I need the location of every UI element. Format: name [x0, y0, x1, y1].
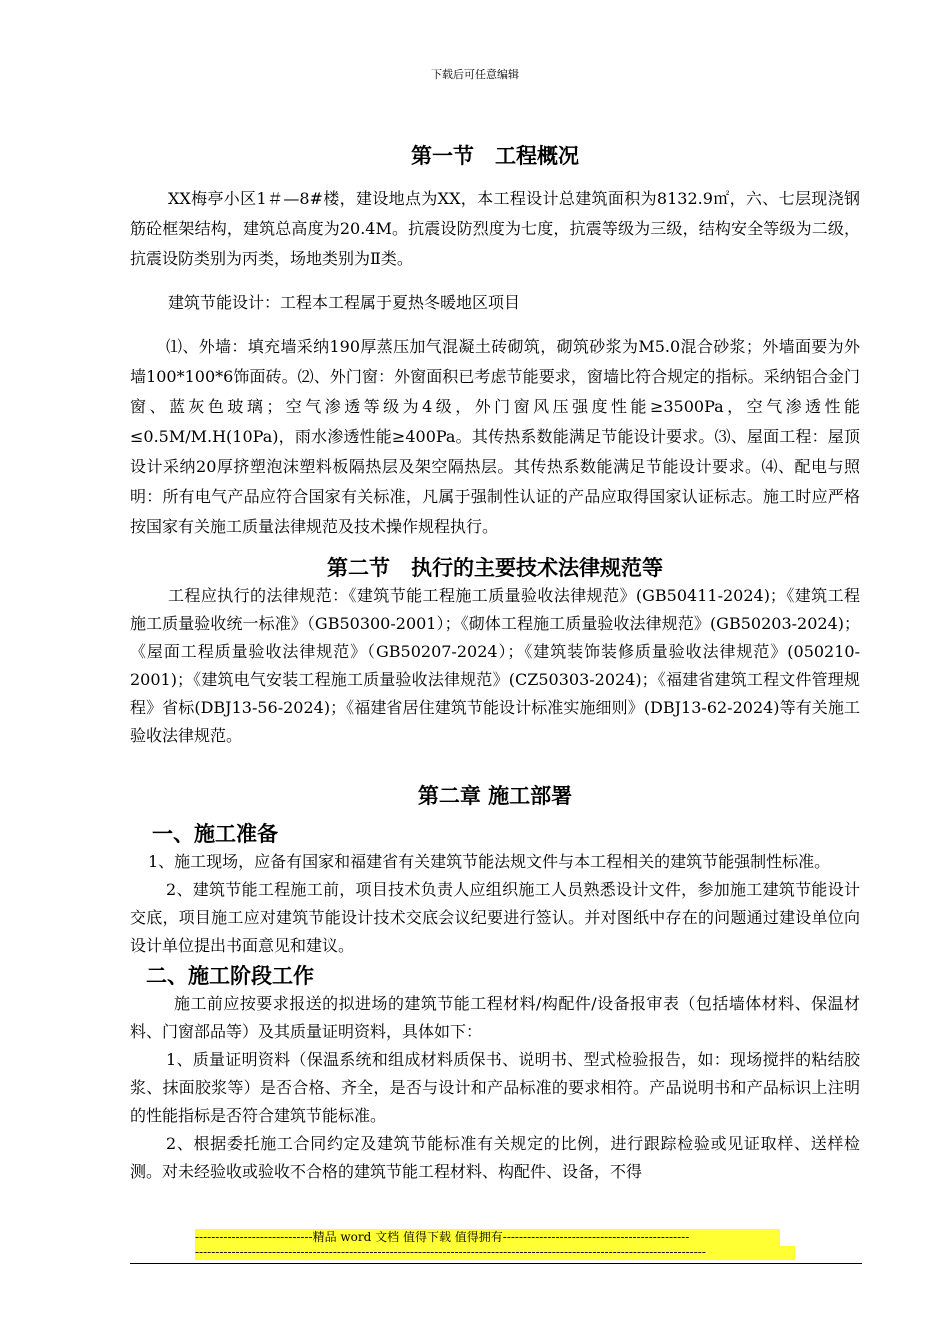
document-body [130, 140, 860, 1186]
section1-paragraph-2: 建筑节能设计：工程本工程属于夏热冬暖地区项目 [168, 293, 521, 312]
subsection2-paragraph-2: 1、质量证明资料（保温系统和组成材料质保书、说明书、型式检验报告，如：现场搅拌的粘结胶浆、抹面胶浆等）是否合格、齐全，是否与设计和产品标准的要求相符。产品说明书和产品标识上注明的性能指标是否符合建筑节能标准。 [130, 1050, 860, 1125]
chapter2-title: 第二章 施工部署 [417, 783, 573, 808]
footer-banner: -----------------------------精品 word 文档 值得下载 值得拥有---------------------------------------------- [195, 1229, 780, 1246]
section2-title: 第二节 执行的主要技术法律规范等 [327, 555, 663, 580]
subsection1-paragraph-2: 2、建筑节能工程施工前，项目技术负责人应组织施工人员熟悉设计文件，参加施工建筑节能设计交底，项目施工应对建筑节能设计技术交底会议纪要进行签认。并对图纸中存在的问题通过建设单位向设计单位提出书面意见和建议。 [130, 880, 860, 955]
footer-rule [130, 1263, 862, 1264]
subsection2-paragraph-1: 施工前应按要求报送的拟进场的建筑节能工程材料/构配件/设备报审表（包括墙体材料、保温材料、门窗部品等）及其质量证明资料，具体如下： [130, 994, 860, 1041]
section1-paragraph-3: ⑴、外墙：填充墙采纳190厚蒸压加气混凝土砖砌筑，砌筑砂浆为M5.0混合砂浆；外墙面要为外墙100*100*6饰面砖。⑵、外门窗：外窗面积已考虑节能要求，窗墙比符合规定的指标。采纳铝合金门窗、蓝灰色玻璃；空气渗透等级为4级，外门窗风压强度性能≥3500Pa，空气渗透性能≤0.5M/M.H(10Pa)，雨水渗透性能≥400Pa。其传热系数能满足节能设计要求。⑶、屋面工程：屋顶设计采纳20厚挤塑泡沫塑料板隔热层及架空隔热层。其传热系数能满足节能设计要求。⑷、配电与照明：所有电气产品应符合国家有关标准，凡属于强制性认证的产品应取得国家认证标志。施工时应严格按国家有关施工质量法律规范及技术操作规程执行。 [130, 337, 860, 536]
subsection2-title: 二、施工阶段工作 [146, 963, 314, 988]
subsection1-title: 一、施工准备 [152, 821, 278, 846]
subsection1-paragraph-1: 1、施工现场，应备有国家和福建省有关建筑节能法规文件与本工程相关的建筑节能强制性标准。 [148, 852, 831, 871]
subsection2-paragraph-3: 2、根据委托施工合同约定及建筑节能标准有关规定的比例，进行跟踪检验或见证取样、送样检测。对未经验收或验收不合格的建筑节能工程材料、构配件、设备，不得 [130, 1134, 860, 1181]
section1-paragraph-1: XX梅亭小区1＃—8#楼，建设地点为XX，本工程设计总建筑面积为8132.9㎡，六、七层现浇钢筋砼框架结构，建筑总高度为20.4M。抗震设防烈度为七度，抗震等级为三级，结构安全等级为二级，抗震设防类别为丙类，场地类别为Ⅱ类。 [130, 189, 860, 268]
section1-title: 第一节 工程概况 [411, 143, 579, 168]
footer-dashes: ------------------------------------------------------------------------------------------------------------------------------ [195, 1246, 795, 1260]
header-note: 下载后可任意编辑 [431, 68, 519, 81]
section2-paragraph-1: 工程应执行的法律规范：《建筑节能工程施工质量验收法律规范》(GB50411-2024)；《建筑工程施工质量验收统一标准》（GB50300-2001）；《砌体工程施工质量验收法律规范》(GB50203-2024)；《屋面工程质量验收法律规范》（GB50207-2024）；《建筑装饰装修质量验收法律规范》(050210-2001)；《建筑电气安装工程施工质量验收法律规范》(CZ50303-2024)；《福建省建筑工程文件管理规程》省标(DBJ13-56-2024)；《福建省居住建筑节能设计标准实施细则》(DBJ13-62-2024)等有关施工验收法律规范。 [130, 586, 860, 745]
